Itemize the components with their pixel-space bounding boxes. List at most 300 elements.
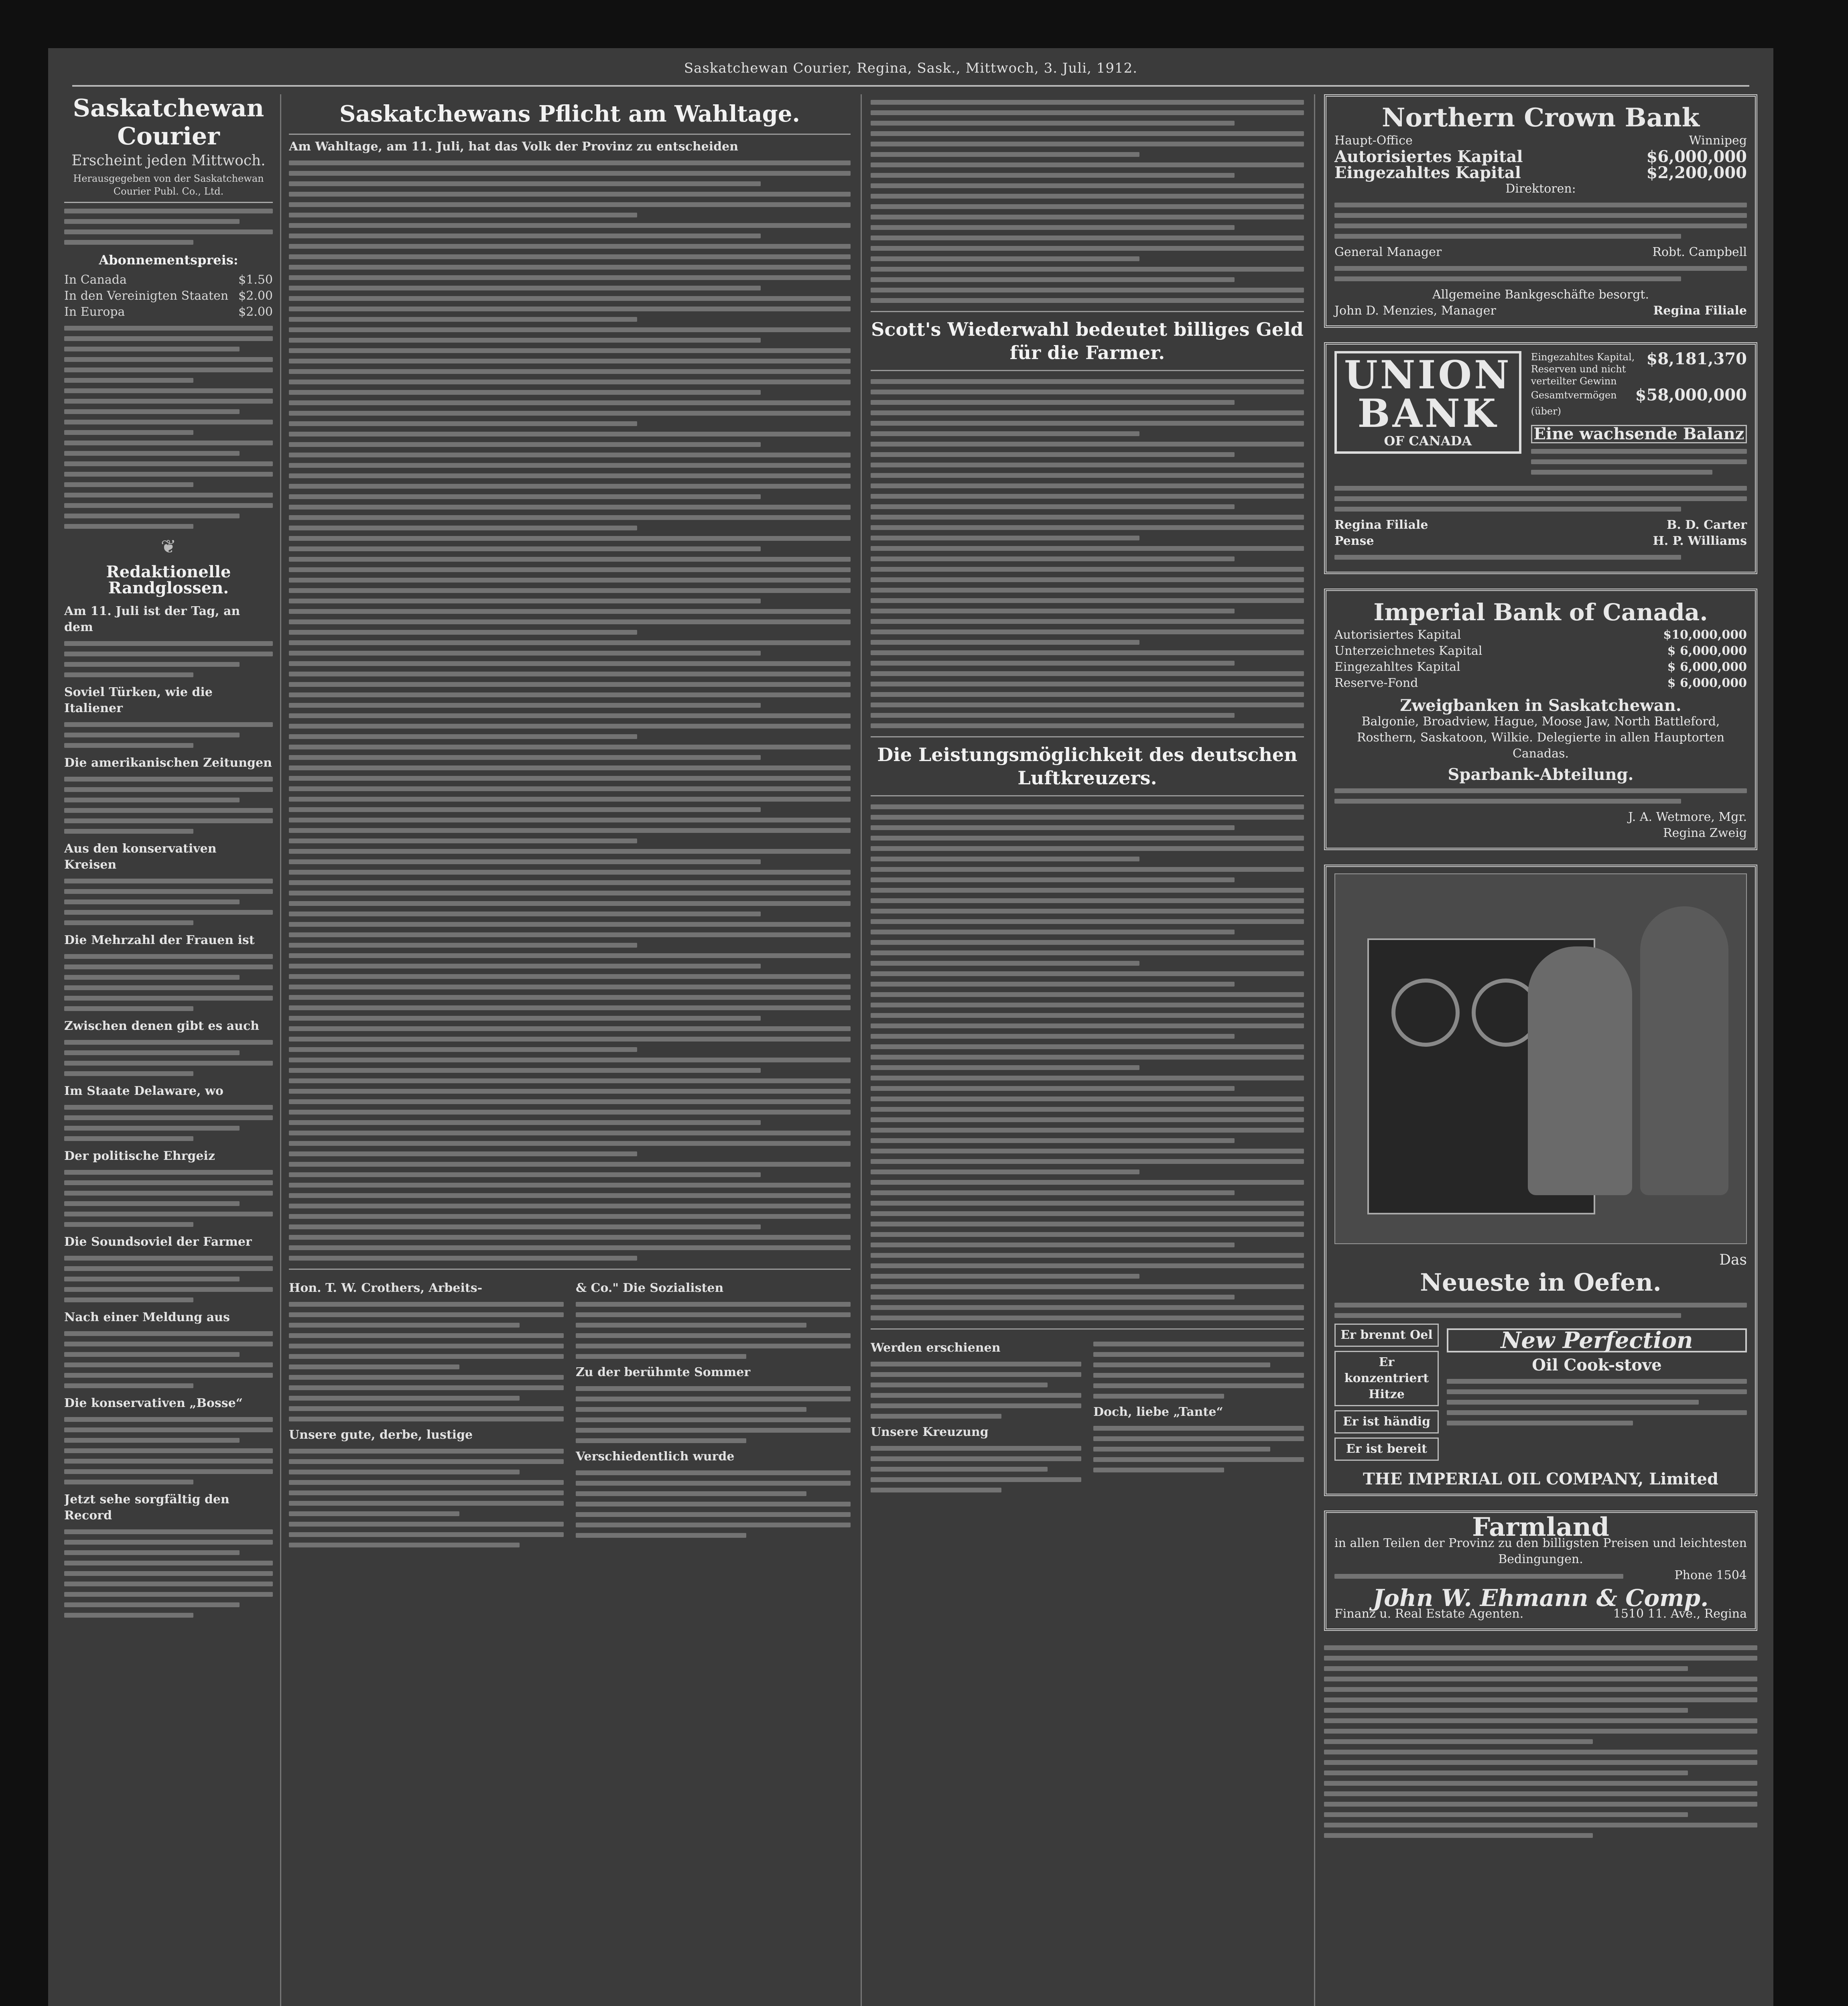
text-line [289,1005,851,1010]
text-line [289,901,851,906]
farmland-title: Farmland [1472,1512,1609,1542]
text-line [871,442,1304,447]
text-line [871,400,1235,405]
stove-ad [1324,865,1757,1496]
text-line [871,110,1304,115]
bank-footer: Allgemeine Bankgeschäfte besorgt. [1432,288,1649,302]
text-line [289,651,761,656]
text-line [289,599,761,603]
text-line [289,181,761,186]
text-line [871,183,1304,188]
text-line [871,1086,1235,1091]
text-line [289,1235,851,1240]
text-line [871,682,1304,686]
savings-heading: Sparbank-Abteilung. [1448,765,1634,784]
text-line [289,765,851,770]
text-line [289,682,851,687]
gloss-lead: Im Staate Delaware, wo [64,1084,223,1098]
column-4-ads [1324,94,1757,2006]
text-line [871,1149,1304,1153]
text-line [289,943,637,948]
text-line [289,1078,851,1083]
bank-name: Imperial Bank of Canada. [1373,599,1708,626]
text-line [289,619,851,624]
union-bank-logo: UNION BANK OF CANADA [1334,351,1521,454]
article-lead: Hon. T. W. Crothers, Arbeits- [289,1281,483,1295]
text-line [871,898,1304,903]
text-line [871,525,1304,530]
text-line [871,1159,1304,1164]
text-line [289,432,851,437]
abonnement-row: In Europa $2.00 [64,305,273,319]
text-line [871,504,1235,509]
text-line [289,1131,851,1135]
text-line [289,317,637,322]
text-line [871,909,1304,914]
text-line [289,369,851,374]
masthead-publisher: Herausgegeben von der Saskatchewan Courier Publ. Co., Ltd. [73,173,264,197]
text-line [289,609,851,614]
text-line [871,379,1304,384]
gloss-lead: Der politische Ehrgeiz [64,1149,215,1163]
text-line [871,815,1304,820]
text-line [871,661,1235,666]
text-line [289,1151,637,1156]
text-line [289,494,761,499]
text-line [289,839,637,843]
stove-blurb: Er ist händig [1334,1410,1439,1433]
text-line [871,629,1304,634]
capital-row: Autorisiertes Kapital $10,000,000 [1334,628,1747,642]
gloss-lead: Soviel Türken, wie die Italiener [64,685,213,715]
text-line [289,1141,851,1146]
text-line [871,723,1304,728]
text-line [871,452,1235,457]
text-line [871,298,1304,303]
text-line [289,484,851,489]
text-line [289,515,851,520]
text-line [871,1295,1235,1299]
text-line [289,995,851,1000]
text-line [289,713,851,718]
text-line [871,1274,1139,1279]
text-line [289,672,851,676]
masthead-title: Saskatchewan Courier [73,94,264,150]
article-headline: Scott's Wiederwahl bedeutet billiges Geld für die Farmer. [871,311,1304,371]
gloss-lead: Zwischen denen gibt es auch [64,1019,260,1033]
masthead [64,94,273,203]
stove-brand-sub: Oil Cook-stove [1532,1356,1662,1375]
text-line [871,515,1304,520]
text-line [289,797,851,802]
stove-caption-small: Das [1719,1252,1747,1268]
text-line [289,244,851,249]
text-line [871,483,1304,488]
text-line [289,880,851,885]
text-line [871,992,1304,997]
text-line [871,1190,1235,1195]
text-line [289,1172,761,1177]
text-line [289,442,761,447]
text-line [871,162,1304,167]
text-line [871,1284,1304,1289]
farmland-ad [1324,1511,1757,1631]
text-line [289,1193,851,1198]
stove-brand: New Perfection [1447,1328,1747,1352]
text-line [871,194,1304,199]
text-line [871,1034,1235,1039]
text-line [871,1128,1304,1133]
text-line [871,421,1304,426]
text-line [289,390,761,395]
union-tagline: Eine wachsende Balanz [1531,425,1747,443]
text-line [289,327,851,332]
text-line [289,1047,637,1052]
text-line [289,171,851,176]
text-line [289,265,851,270]
text-line [871,930,1235,934]
phone-row: Phone 1504 [1334,1567,1747,1584]
article-body [289,160,851,1261]
text-line [871,1013,1304,1018]
text-line [871,1222,1304,1226]
text-line [289,922,851,927]
text-line [289,1256,637,1261]
text-line [871,1201,1304,1206]
text-line [871,215,1304,219]
text-line [289,233,761,238]
text-line [871,1316,1304,1320]
section-title: Redaktionelle Randglossen. [106,562,231,597]
text-line [289,567,851,572]
northern-crown-bank-ad [1324,94,1757,328]
text-line [289,912,761,916]
text-line [289,192,851,197]
gloss-lead: Nach einer Meldung aus [64,1310,230,1324]
branch-row: John D. Menzies, Manager Regina Filiale [1334,304,1747,318]
text-line [871,1003,1304,1007]
abonnement-row: In den Vereinigten Staaten $2.00 [64,289,273,303]
text-line [871,671,1304,676]
text-line [289,1058,851,1062]
text-line [289,974,851,979]
text-line [289,1037,851,1042]
ornament: ❦ [160,536,177,557]
text-line [289,348,851,353]
text-line [289,557,851,562]
masthead-subtitle: Erscheint jeden Mittwoch. [71,152,266,169]
gloss-lead: Aus den konservativen Kreisen [64,842,217,872]
text-line [289,213,637,217]
text-line [289,818,851,822]
text-line [289,891,851,895]
article-lead: Zu der berühmte Sommer [576,1365,751,1379]
text-line [289,296,851,301]
text-line [871,546,1304,551]
text-line [289,692,851,697]
column-1 [64,94,273,2006]
capital-row: Eingezahltes Kapital $ 6,000,000 [1334,660,1747,674]
imperial-bank-ad [1324,589,1757,850]
text-line [871,1263,1304,1268]
text-line [289,160,851,165]
text-line [871,100,1304,105]
text-line [871,713,1235,718]
text-line [871,888,1304,893]
gloss-lead: Am 11. Juli ist der Tag, an dem [64,604,240,634]
text-line [871,204,1304,209]
text-line [289,453,851,457]
text-line [871,121,1235,126]
text-line [289,1016,761,1021]
text-line [871,246,1304,251]
text-line [871,598,1304,603]
capital-row: Reserve-Fond $ 6,000,000 [1334,676,1747,690]
article-body [871,379,1304,728]
text-line [871,1169,1139,1174]
article-body [1324,1645,1757,1838]
text-line [871,1065,1139,1070]
article-lead: Unsere gute, derbe, lustige [289,1428,473,1442]
text-line [871,825,1235,830]
header-rule [72,85,1749,87]
article-body [871,100,1304,303]
column-rule [1314,94,1315,2006]
text-line [289,745,851,749]
text-line [871,1211,1304,1216]
stove-company: THE IMPERIAL OIL COMPANY, Limited [1363,1470,1718,1488]
branches-heading: Zweigbanken in Saskatchewan. [1400,696,1681,715]
text-line [289,849,851,854]
text-line [289,421,637,426]
text-line [289,526,637,530]
text-line [871,473,1304,478]
text-line [871,650,1304,655]
abonnement-heading: Abonnementspreis: [99,252,238,268]
text-line [289,473,851,478]
text-line [289,1068,761,1073]
abonnement-row: In Canada $1.50 [64,273,273,287]
text-line [871,588,1304,593]
text-line [289,546,761,551]
text-line [871,846,1304,851]
text-line [871,410,1304,415]
capital-row: Unterzeichnetes Kapital $ 6,000,000 [1334,644,1747,658]
text-line [289,463,851,468]
text-line [871,431,1139,436]
text-line [289,703,761,708]
column-2 [289,94,851,2006]
text-line [289,359,851,363]
text-line [871,961,1139,966]
directors-heading: Direktoren: [1505,182,1576,196]
text-line [871,1243,1235,1247]
bank-signature-branch: Regina Zweig [1663,826,1747,840]
text-line [871,277,1235,282]
text-line [871,1253,1304,1258]
text-line [871,1305,1304,1310]
text-line [289,1214,851,1219]
branches-list: Balgonie, Broadview, Hague, Moose Jaw, North Battleford, Rosthern, Saskatoon, Wilkie. Delegierte in allen Hauptorten Canadas. [1357,715,1725,761]
text-line [871,494,1304,499]
text-line [289,1026,851,1031]
text-line [871,152,1139,157]
text-line [871,131,1304,136]
text-line [289,755,761,760]
text-line [871,703,1304,707]
text-line [871,1117,1304,1122]
text-line [289,1089,851,1094]
gloss-lead: Jetzt sehe sorgfältig den Record [64,1492,229,1523]
text-line [871,609,1235,613]
text-line [289,734,637,739]
text-line [871,390,1304,394]
text-line [871,1138,1235,1143]
text-line [289,1204,851,1208]
text-line [289,724,851,729]
bank-signature: J. A. Wetmore, Mgr. [1628,810,1747,824]
article-body [871,804,1304,1320]
manager-row: General Manager Robt. Campbell [1334,245,1747,259]
text-line [871,256,1139,261]
newspaper-page [48,48,1773,2006]
text-line [289,505,851,510]
text-line [289,275,851,280]
gloss-lead: Die Soundsoviel der Farmer [64,1235,252,1249]
text-line [289,202,851,207]
text-line [871,1044,1304,1049]
text-line [289,1162,851,1167]
text-line [871,982,1235,987]
text-line [289,400,851,405]
text-line [289,640,851,645]
text-line [289,859,761,864]
text-line [871,940,1304,945]
stove-illustration [1334,873,1747,1244]
branch-row: Regina Filiale B. D. Carter [1334,518,1747,532]
stove-caption: Neueste in Oefen. [1420,1269,1661,1297]
column-3 [871,94,1304,2006]
text-line [871,142,1304,146]
text-line [289,964,761,968]
text-line [871,556,1235,561]
text-line [289,411,851,416]
running-head: Saskatchewan Courier, Regina, Sask., Mittwoch, 3. Juli, 1912. [684,60,1138,76]
article-lead: Doch, liebe „Tante“ [1093,1405,1223,1419]
text-line [871,1055,1304,1060]
article-headline: Saskatchewans Pflicht am Wahltage. [289,94,851,135]
column-rule [280,94,281,2006]
text-line [289,338,761,343]
text-line [871,836,1304,841]
text-line [871,1232,1304,1237]
branch-row: Pense H. P. Williams [1334,534,1747,548]
text-line [871,857,1139,861]
lower-columns [289,1269,851,1553]
text-line [289,786,851,791]
text-line [871,267,1304,272]
text-line [289,307,851,311]
text-line [871,1107,1304,1112]
text-line [871,236,1304,240]
capital-row: Autorisiertes Kapital $6,000,000 [1334,147,1747,166]
text-line [871,867,1304,872]
agent-name: John W. Ehmann & Comp. [1373,1584,1709,1612]
text-line [289,536,851,541]
article-lead: Werden erschienen [871,1341,1001,1355]
text-line [871,1096,1304,1101]
text-line [871,1023,1304,1028]
gloss-lead: Die amerikanischen Zeitungen [64,756,272,770]
text-line [871,463,1304,467]
text-line [871,971,1304,976]
text-line [289,254,851,259]
text-line [871,567,1304,572]
text-line [289,1245,851,1250]
gloss-lead: Die Mehrzahl der Frauen ist [64,933,255,947]
text-line [289,588,851,593]
stove-blurb: Er brennt Oel [1334,1324,1439,1347]
text-line [289,630,637,635]
text-line [871,1076,1304,1080]
text-line [289,661,851,666]
text-line [871,919,1304,924]
stove-blurb: Er ist bereit [1334,1437,1439,1461]
text-line [289,1120,761,1125]
text-line [289,578,851,583]
text-line [289,985,851,989]
capital-row: Eingezahltes Kapital, Reserven und nicht verteilter Gewinn $8,181,370 [1531,349,1747,387]
text-line [289,380,851,384]
text-line [289,932,851,937]
text-line [871,692,1304,697]
union-bank-ad [1324,342,1757,574]
farmland-tagline: in allen Teilen der Provinz zu den billigsten Preisen und leichtesten Bedingungen. [1334,1536,1747,1566]
assets-row: Gesamtvermögen (über) $58,000,000 [1531,386,1747,417]
text-line [871,640,1139,645]
article-lead: & Co." Die Sozialisten [576,1281,724,1295]
text-line [871,577,1304,582]
gloss-lead: Die konservativen „Bosse“ [64,1396,243,1410]
text-line [289,870,851,875]
text-line [289,807,761,812]
text-line [871,536,1139,540]
article-lead: Verschiedentlich wurde [576,1450,735,1464]
text-line [871,804,1304,809]
text-line [289,1099,851,1104]
lower-columns [871,1328,1304,1498]
text-line [289,828,851,833]
text-line [871,288,1304,292]
stove-blurb: Er konzentriert Hitze [1334,1351,1439,1406]
text-line [871,225,1235,230]
article-headline: Die Leistungsmöglichkeit des deutschen Luftkreuzers. [871,736,1304,796]
text-line [871,877,1235,882]
column-rule [861,94,862,2006]
text-line [289,1110,851,1115]
article-lead: Unsere Kreuzung [871,1425,989,1439]
text-line [289,1224,761,1229]
text-line [871,173,1235,178]
text-line [871,619,1304,624]
text-line [289,286,761,290]
capital-row: Eingezahltes Kapital $2,200,000 [1334,163,1747,182]
bank-name: Northern Crown Bank [1382,103,1700,133]
text-line [871,1180,1304,1185]
hq-row: Haupt-Office Winnipeg [1334,134,1747,148]
text-line [289,953,851,958]
agent-row: Finanz u. Real Estate Agenten. 1510 11. Ave., Regina [1334,1607,1747,1621]
